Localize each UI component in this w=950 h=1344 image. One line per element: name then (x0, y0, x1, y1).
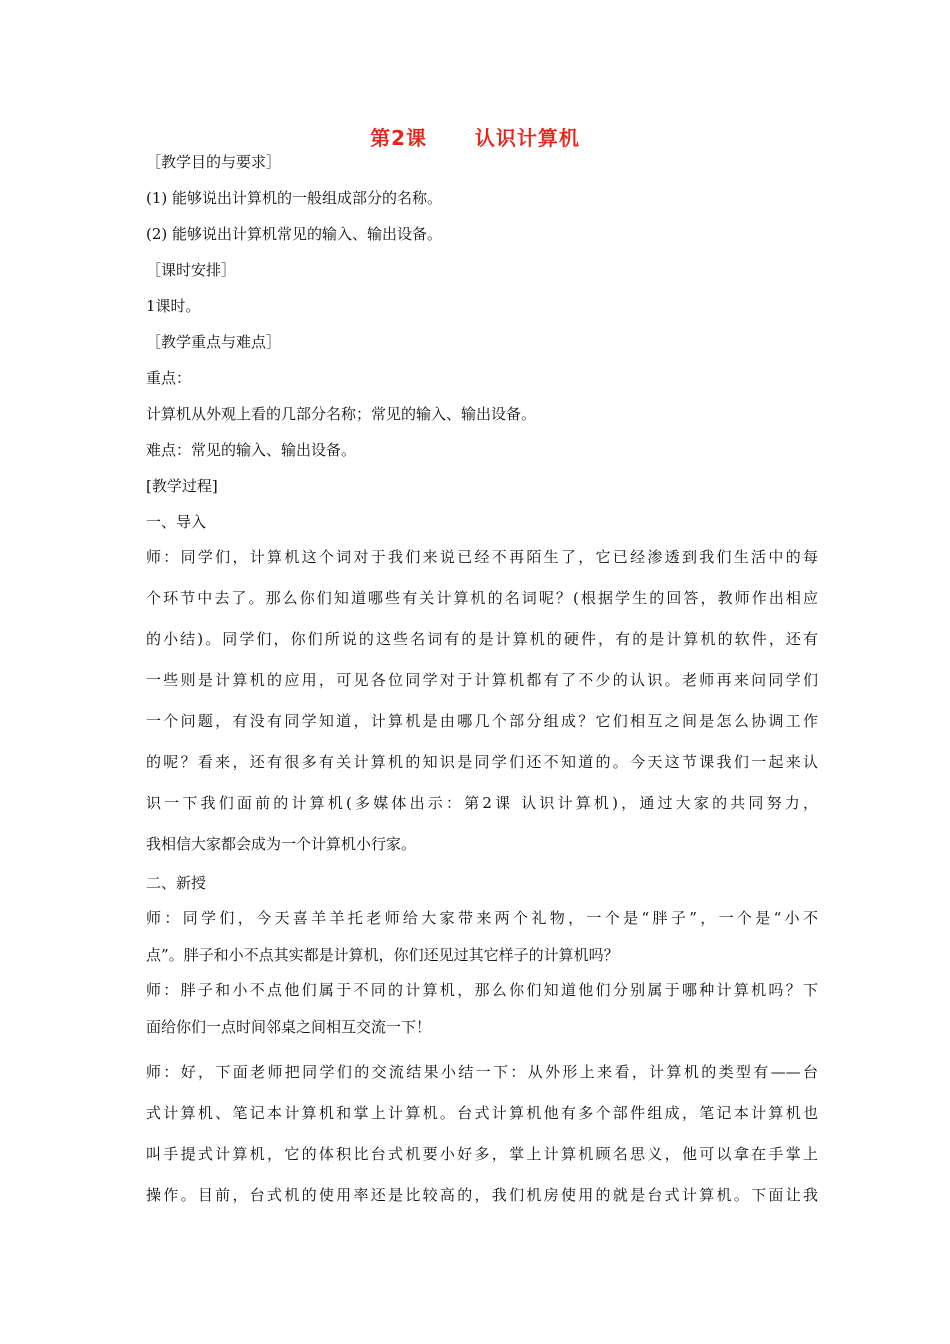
lesson-title: 第2课 认识计算机 (370, 126, 580, 150)
new1-line: 点”。胖子和小不点其实都是计算机，你们还见过其它样子的计算机吗？ (146, 946, 619, 964)
intro-line: 个环节中去了。那么你们知道哪些有关计算机的名词呢？(根据学生的回答，教师作出相应 (146, 589, 818, 607)
new2-line: 师：胖子和小不点他们属于不同的计算机，那么你们知道他们分别属于哪种计算机吗？下 (146, 981, 818, 999)
new3-line: 师：好，下面老师把同学们的交流结果小结一下：从外形上来看，计算机的类型有——台 (146, 1063, 818, 1081)
schedule-value: 1课时。 (146, 297, 201, 315)
intro-line: 的小结)。同学们，你们所说的这些名词有的是计算机的硬件，有的是计算机的软件，还有 (146, 630, 818, 648)
difficulty-text: 难点：常见的输入、输出设备。 (146, 441, 357, 459)
intro-paragraph (146, 547, 818, 854)
new3-line: 式计算机、笔记本计算机和掌上计算机。台式计算机他有多个部件组成，笔记本计算机也 (146, 1104, 818, 1122)
intro-line: 师：同学们，计算机这个词对于我们来说已经不再陌生了，它已经渗透到我们生活中的每 (146, 548, 818, 566)
intro-line: 一个问题，有没有同学知道，计算机是由哪几个部分组成？它们相互之间是怎么协调工作 (146, 712, 818, 730)
intro-line: 的呢？看来，还有很多有关计算机的知识是同学们还不知道的。今天这节课我们一起来认 (146, 753, 818, 771)
new3-line: 叫手提式计算机，它的体积比台式机要小好多，掌上计算机顾名思义，他可以拿在手掌上 (146, 1145, 818, 1163)
objective-item-2: (2) 能够说出计算机常见的输入、输出设备。 (146, 225, 443, 243)
new3-line: 操作。目前，台式机的使用率还是比较高的，我们机房使用的就是台式计算机。下面让我 (146, 1186, 818, 1204)
objective-item-1: (1) 能够说出计算机的一般组成部分的名称。 (146, 189, 443, 207)
new-paragraph-3 (146, 1062, 818, 1205)
focus-label: 重点： (146, 369, 192, 387)
focus-value: 计算机从外观上看的几部分名称；常见的输入、输出设备。 (146, 405, 537, 423)
new1-line: 师：同学们，今天喜羊羊托老师给大家带来两个礼物，一个是“胖子”，一个是“小不 (146, 909, 818, 927)
focus-heading: ［教学重点与难点］ (146, 333, 282, 351)
process-heading: [教学过程] (146, 477, 218, 495)
new-paragraph-1 (146, 908, 818, 965)
objectives-heading: ［教学目的与要求］ (146, 153, 282, 171)
part2-heading: 二、新授 (146, 874, 207, 892)
intro-line: 我相信大家都会成为一个计算机小行家。 (146, 835, 417, 853)
part1-heading: 一、导入 (146, 513, 207, 531)
new-paragraph-2 (146, 980, 818, 1037)
intro-line: 一些则是计算机的应用，可见各位同学对于计算机都有了不少的认识。老师再来问同学们 (146, 671, 818, 689)
new2-line: 面给你们一点时间邻桌之间相互交流一下！ (146, 1018, 432, 1036)
schedule-heading: ［课时安排］ (146, 261, 237, 279)
intro-line: 识一下我们面前的计算机(多媒体出示：第2课 认识计算机)，通过大家的共同努力， (146, 794, 818, 812)
